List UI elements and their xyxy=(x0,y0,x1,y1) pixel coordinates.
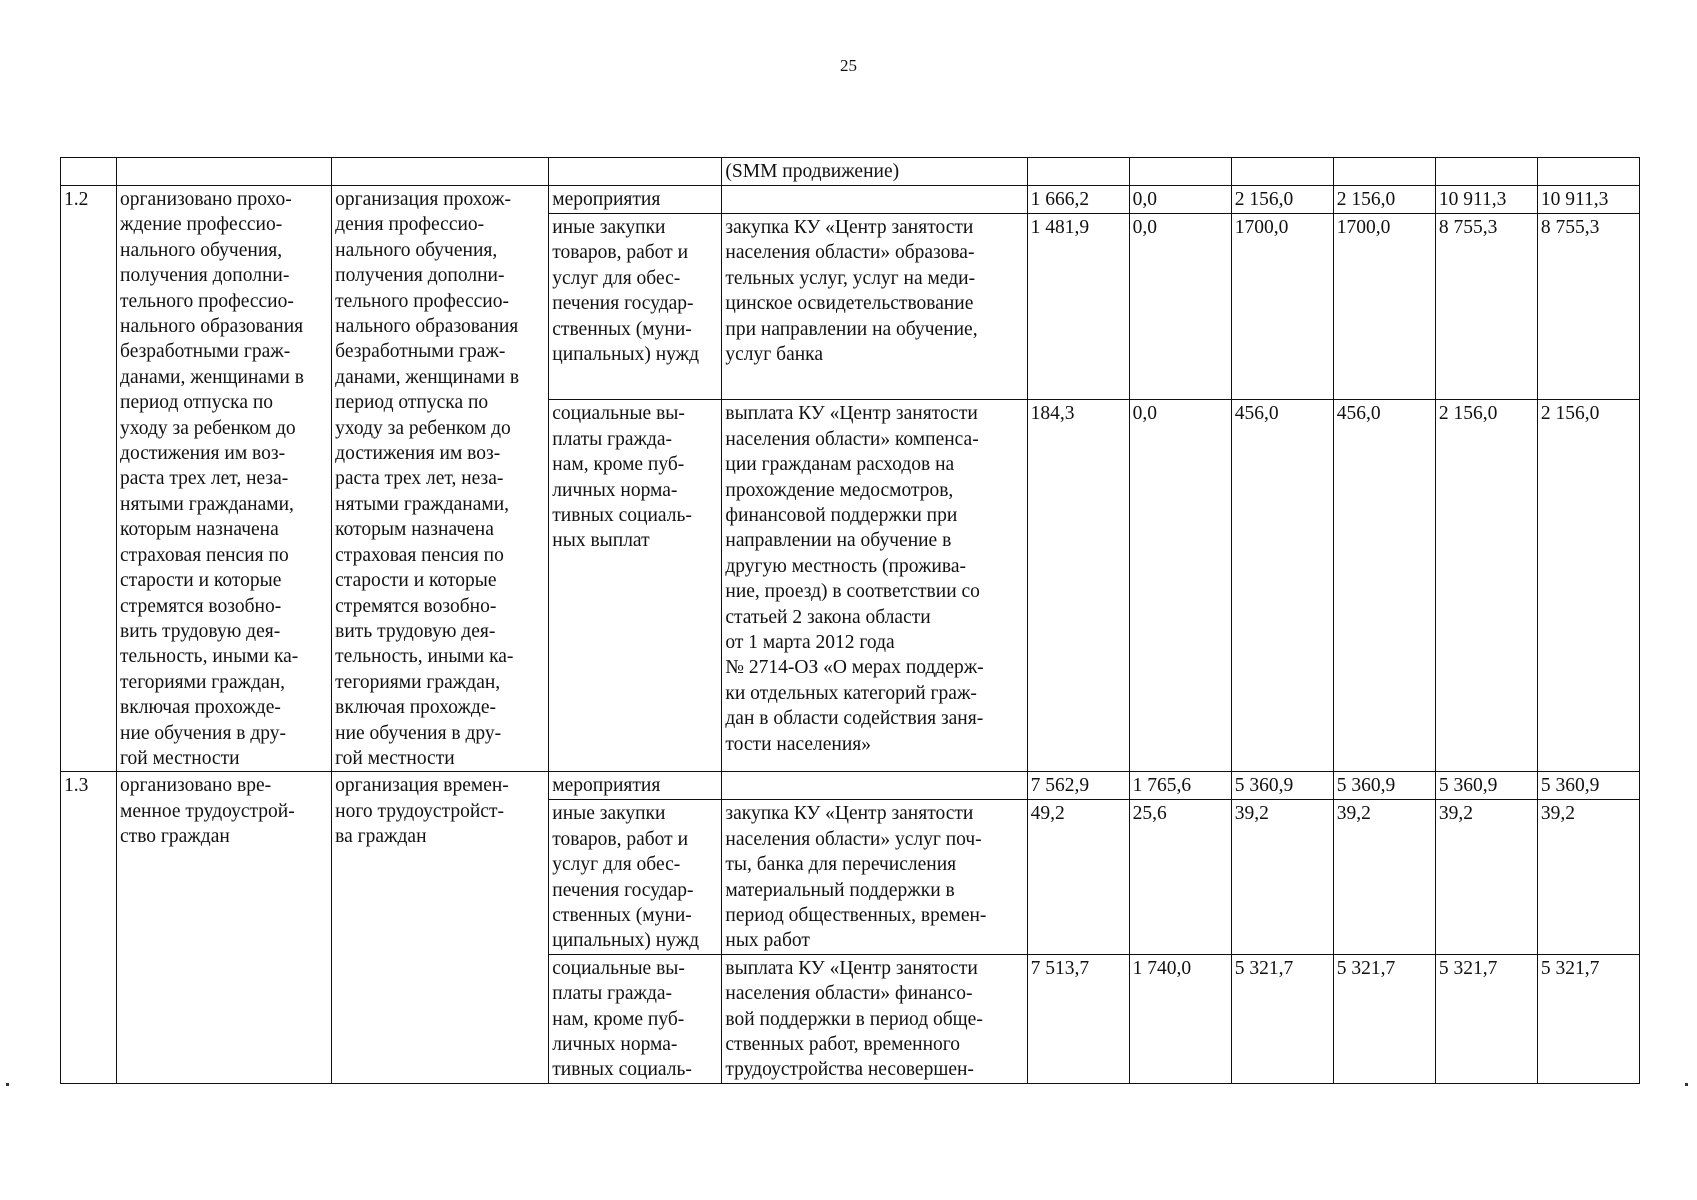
cell-category xyxy=(549,158,722,186)
section-total-row xyxy=(61,772,1640,800)
item-value: 1 740,0 xyxy=(1129,954,1231,1083)
item-description: выплата КУ «Центр занятости населения области» компенса- ции гражданам расходов на прохождение медосмотров, финансовой поддержки при направлении на обучение в другую местность (прожива- ние, проезд) в соответствии со статьей 2 закона области от 1 марта 2012 года № 2714-ОЗ «О мерах поддерж- ки отдельных категорий граж- дан в области содействия заня- тости населения» xyxy=(722,400,1027,772)
section-number: 1.2 xyxy=(61,186,117,772)
cell-result xyxy=(117,158,332,186)
section-total-row xyxy=(61,186,1640,214)
section-number: 1.3 xyxy=(61,772,117,1083)
item-value: 5 321,7 xyxy=(1537,954,1639,1083)
item-value: 1 481,9 xyxy=(1027,214,1129,400)
cell-number xyxy=(61,158,117,186)
page-number: 25 xyxy=(840,56,857,75)
item-value: 8 755,3 xyxy=(1435,214,1537,400)
total-value: 1 666,2 xyxy=(1027,186,1129,214)
total-label: мероприятия xyxy=(549,772,722,800)
item-value: 456,0 xyxy=(1333,400,1435,772)
total-value: 2 156,0 xyxy=(1231,186,1333,214)
total-description xyxy=(722,772,1027,800)
item-value: 456,0 xyxy=(1231,400,1333,772)
total-value: 10 911,3 xyxy=(1537,186,1639,214)
item-value: 1700,0 xyxy=(1231,214,1333,400)
cell-value xyxy=(1537,158,1639,186)
total-value: 5 360,9 xyxy=(1231,772,1333,800)
section-result: организовано вре- менное трудоустрой- ство граждан xyxy=(117,772,332,1083)
item-value: 39,2 xyxy=(1537,800,1639,954)
item-value: 7 513,7 xyxy=(1027,954,1129,1083)
item-value: 0,0 xyxy=(1129,400,1231,772)
total-label: мероприятия xyxy=(549,186,722,214)
item-value: 0,0 xyxy=(1129,214,1231,400)
continuation-row xyxy=(61,158,1640,186)
item-value: 2 156,0 xyxy=(1537,400,1639,772)
budget-table xyxy=(60,157,1640,1084)
total-value: 2 156,0 xyxy=(1333,186,1435,214)
section-activity: организация времен- ного трудоустройст- ва граждан xyxy=(332,772,549,1083)
cell-value xyxy=(1333,158,1435,186)
item-description: закупка КУ «Центр занятости населения области» услуг поч- ты, банка для перечисления материальный поддержки в период общественных, времен- ных работ xyxy=(722,800,1027,954)
cell-activity xyxy=(332,158,549,186)
total-description xyxy=(722,186,1027,214)
total-value: 10 911,3 xyxy=(1435,186,1537,214)
total-value: 5 360,9 xyxy=(1537,772,1639,800)
item-value: 5 321,7 xyxy=(1231,954,1333,1083)
item-description: закупка КУ «Центр занятости населения области» образова- тельных услуг, услуг на меди- цинское освидетельствование при направлении на обучение, услуг банка xyxy=(722,214,1027,400)
item-category: иные закупки товаров, работ и услуг для обес- печения государ- ственных (муни- ципальных) нужд xyxy=(549,800,722,954)
cell-value xyxy=(1027,158,1129,186)
item-category: социальные вы- платы гражда- нам, кроме пуб- личных норма- тивных социаль- ных выплат xyxy=(549,400,722,772)
item-value: 39,2 xyxy=(1333,800,1435,954)
item-value: 5 321,7 xyxy=(1435,954,1537,1083)
total-value: 5 360,9 xyxy=(1435,772,1537,800)
section-result: организовано прохо- ждение профессио- нального обучения, получения дополни- тельного профессио- нального образования безработными граж- данами, женщинами в период отпуска по уходу за ребенком до достижения им воз- раста трех лет, неза- нятыми гражданами, которым назначена страховая пенсия по старости и которые стремятся возобно- вить трудовую дея- тельность, иными ка- тегориями граждан, включая прохожде- ние обучения в дру- гой местности xyxy=(117,186,332,772)
item-value: 25,6 xyxy=(1129,800,1231,954)
item-category: социальные вы- платы гражда- нам, кроме пуб- личных норма- тивных социаль- xyxy=(549,954,722,1083)
item-value: 1700,0 xyxy=(1333,214,1435,400)
scan-mark xyxy=(1685,1083,1688,1086)
item-value: 39,2 xyxy=(1231,800,1333,954)
cell-value xyxy=(1231,158,1333,186)
item-value: 49,2 xyxy=(1027,800,1129,954)
total-value: 5 360,9 xyxy=(1333,772,1435,800)
cell-description: (SMM продвижение) xyxy=(722,158,1027,186)
item-value: 39,2 xyxy=(1435,800,1537,954)
item-category: иные закупки товаров, работ и услуг для обес- печения государ- ственных (муни- ципальных) нужд xyxy=(549,214,722,400)
total-value: 0,0 xyxy=(1129,186,1231,214)
item-value: 184,3 xyxy=(1027,400,1129,772)
item-value: 5 321,7 xyxy=(1333,954,1435,1083)
item-description: выплата КУ «Центр занятости населения области» финансо- вой поддержки в период обще- ственных работ, временного трудоустройства несовершен- xyxy=(722,954,1027,1083)
item-value: 8 755,3 xyxy=(1537,214,1639,400)
cell-value xyxy=(1129,158,1231,186)
total-value: 7 562,9 xyxy=(1027,772,1129,800)
cell-value xyxy=(1435,158,1537,186)
total-value: 1 765,6 xyxy=(1129,772,1231,800)
scan-mark xyxy=(6,1083,9,1086)
item-value: 2 156,0 xyxy=(1435,400,1537,772)
section-activity: организация прохож- дения профессио- нального обучения, получения дополни- тельного профессио- нального образования безработными граж- данами, женщинами в период отпуска по уходу за ребенком до достижения им воз- раста трех лет, неза- нятыми гражданами, которым назначена страховая пенсия по старости и которые стремятся возобно- вить трудовую дея- тельность, иными ка- тегориями граждан, включая прохожде- ние обучения в дру- гой местности xyxy=(332,186,549,772)
